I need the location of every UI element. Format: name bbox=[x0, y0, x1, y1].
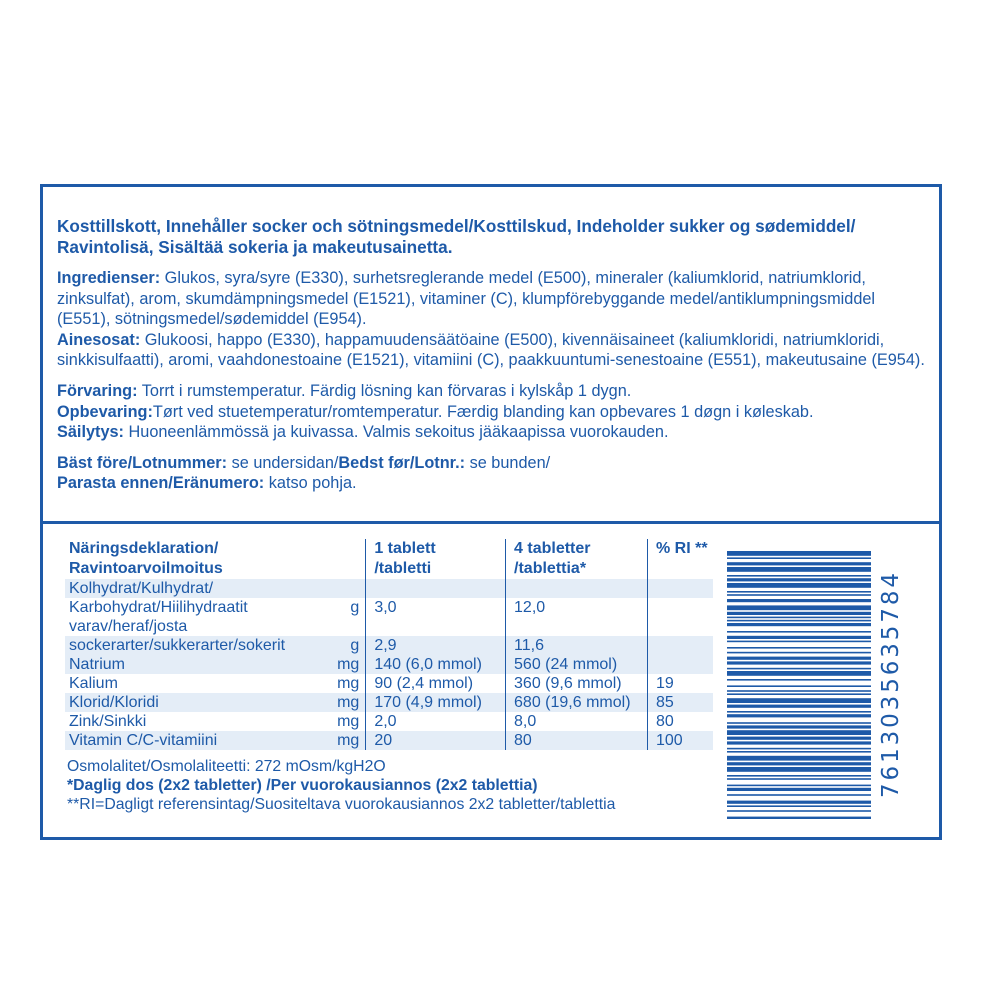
table-row bbox=[65, 636, 713, 655]
storage-sv-label: Förvaring: bbox=[57, 381, 138, 400]
barcode-bar bbox=[727, 594, 871, 596]
barcode-bar bbox=[727, 562, 871, 565]
nutrition-title-fi: Ravintoarvoilmoitus bbox=[69, 560, 223, 577]
nutrient-name: Kalium bbox=[69, 675, 118, 692]
barcode-bar bbox=[727, 620, 871, 622]
barcode-bar bbox=[727, 583, 871, 588]
col-one-tablet-header-fi: /tabletti bbox=[366, 559, 506, 579]
barcode-bar bbox=[727, 661, 871, 664]
nutrient-name: varav/heraf/josta bbox=[69, 618, 188, 635]
barcode-bar bbox=[727, 599, 871, 602]
ingredients-fi-text: Glukoosi, happo (E330), happamuudensäätöaine (E500), kivennäisaineet (kaliumkloridi, natriumkloridi, sinkkisulfaatti), aromi, vaahdonestoaine (E1521), vitamiini (C), paakkuuntumi-senestoaine (E551), makeutusaine (E954). bbox=[57, 330, 925, 370]
lot-text-2: se bunden/ bbox=[465, 453, 551, 472]
barcode-bar bbox=[727, 690, 871, 692]
ingredients-fi-label: Ainesosat: bbox=[57, 330, 141, 349]
barcode-bar bbox=[727, 810, 871, 812]
lot-label-2: Bedst før/Lotnr.: bbox=[338, 453, 466, 472]
nutrient-unit: mg bbox=[315, 693, 365, 712]
table-row bbox=[65, 712, 713, 731]
nutrition-footnotes bbox=[67, 757, 615, 814]
value-four-tablets: 11,6 bbox=[506, 636, 648, 655]
barcode-bar bbox=[727, 801, 871, 804]
nutrition-table bbox=[65, 539, 713, 750]
table-row bbox=[65, 598, 713, 617]
value-ri bbox=[647, 598, 713, 617]
barcode-bar bbox=[727, 631, 871, 633]
value-ri: 80 bbox=[647, 712, 713, 731]
barcode-bar bbox=[727, 748, 871, 750]
lot-label-1: Bäst före/Lotnummer: bbox=[57, 453, 228, 472]
value-ri: 85 bbox=[647, 693, 713, 712]
barcode-bar bbox=[727, 805, 871, 807]
barcode-bar bbox=[727, 636, 871, 639]
barcode-bar bbox=[727, 652, 871, 654]
product-headline bbox=[57, 216, 925, 258]
value-one-tablet bbox=[366, 617, 506, 636]
ri-footnote: **RI=Dagligt referensintag/Suositeltava vuorokausiannos 2x2 tabletter/tablettia bbox=[67, 796, 616, 813]
barcode-bar bbox=[727, 725, 871, 728]
barcode-bar bbox=[727, 612, 871, 615]
ingredients-panel bbox=[43, 187, 939, 524]
storage-swedish bbox=[57, 381, 925, 402]
barcode-bar bbox=[727, 567, 871, 572]
barcode-bar bbox=[727, 668, 871, 670]
nutrient-unit: mg bbox=[315, 731, 365, 750]
barcode-bar bbox=[727, 641, 871, 643]
value-four-tablets: 80 bbox=[506, 731, 648, 750]
nutrient-name: Natrium bbox=[65, 655, 315, 674]
barcode-bar bbox=[727, 551, 871, 556]
nutrient-unit bbox=[315, 617, 365, 636]
value-one-tablet: 90 (2,4 mmol) bbox=[366, 674, 506, 693]
value-ri bbox=[647, 579, 713, 598]
barcode-bar bbox=[727, 741, 871, 744]
nutrient-unit bbox=[315, 579, 365, 598]
col-one-tablet-header: 1 tablett bbox=[366, 539, 506, 559]
col-ri-header: % RI ** bbox=[647, 539, 713, 559]
value-one-tablet: 3,0 bbox=[366, 598, 506, 617]
ingredients-swedish bbox=[57, 268, 925, 330]
storage-fi-text: Huoneenlämmössä ja kuivassa. Valmis sekoitus jääkaapissa vuorokauden. bbox=[123, 423, 669, 442]
value-four-tablets: 560 (24 mmol) bbox=[506, 655, 648, 674]
table-row bbox=[65, 617, 713, 636]
nutrient-name: Klorid/Kloridi bbox=[65, 693, 315, 712]
barcode-bar bbox=[727, 647, 871, 649]
col-four-tablets-header: 4 tabletter bbox=[506, 539, 648, 559]
lot-text-1: se undersidan/ bbox=[227, 453, 339, 472]
value-four-tablets: 360 (9,6 mmol) bbox=[506, 674, 648, 693]
barcode-bar bbox=[727, 685, 871, 687]
barcode-bar bbox=[727, 575, 871, 577]
barcode-bar bbox=[727, 671, 871, 676]
barcode-bar bbox=[727, 705, 871, 708]
barcode-bar bbox=[727, 617, 871, 619]
barcode-bar bbox=[727, 714, 871, 717]
value-ri bbox=[647, 617, 713, 636]
storage-finnish bbox=[57, 422, 925, 443]
value-four-tablets bbox=[506, 579, 648, 598]
barcode-bar bbox=[727, 578, 871, 581]
barcode-bar bbox=[727, 767, 871, 772]
value-ri bbox=[647, 636, 713, 655]
nutrient-unit: g bbox=[350, 599, 360, 616]
barcode-bar bbox=[727, 817, 871, 819]
nutrient-unit: mg bbox=[337, 675, 360, 692]
osmolality-note: Osmolalitet/Osmolaliteetti: 272 mOsm/kgH2O bbox=[67, 758, 386, 775]
barcode-bar bbox=[727, 778, 871, 780]
barcode-bar bbox=[727, 693, 871, 695]
barcode-bar bbox=[727, 785, 871, 787]
barcode-bars bbox=[725, 549, 875, 819]
table-row bbox=[65, 655, 713, 674]
lot-info-line-2 bbox=[57, 473, 925, 494]
barcode-bar bbox=[727, 679, 871, 681]
nutrition-header-row-2 bbox=[65, 559, 713, 579]
nutrient-name: Vitamin C/C-vitamiini bbox=[65, 731, 315, 750]
barcode-bar bbox=[727, 698, 871, 703]
value-one-tablet: 20 bbox=[366, 731, 506, 750]
col-four-tablets-header-fi: /tablettia* bbox=[506, 559, 648, 579]
ingredients-sv-text: Glukos, syra/syre (E330), surhetsreglerande medel (E500), mineraler (kaliumklorid, natriumklorid, zinksulfat), arom, skumdämpningsmedel (E1521), vitaminer (C), klumpförebyggande medel/antiklumpningsmiddel (E551), sötningsmedel/sødemiddel (E954). bbox=[57, 269, 876, 329]
nutrient-unit: g bbox=[315, 636, 365, 655]
barcode-bar bbox=[727, 737, 871, 740]
barcode-digits: 7613035635784 bbox=[878, 570, 904, 798]
barcode-bar bbox=[727, 711, 871, 713]
barcode-bar bbox=[727, 557, 871, 559]
nutrient-unit: mg bbox=[315, 655, 365, 674]
lot-info-line-1 bbox=[57, 453, 925, 474]
lot-text-3: katso pohja. bbox=[264, 474, 357, 493]
barcode-bar bbox=[727, 794, 871, 796]
barcode-bar bbox=[727, 623, 871, 626]
product-label bbox=[40, 184, 942, 840]
value-one-tablet bbox=[366, 579, 506, 598]
daily-dose-note: *Daglig dos (2x2 tabletter) /Per vuorokausiannos (2x2 tablettia) bbox=[67, 777, 538, 794]
storage-danish bbox=[57, 402, 925, 423]
barcode-bar bbox=[727, 657, 871, 660]
storage-da-label: Opbevaring: bbox=[57, 402, 153, 421]
value-ri bbox=[647, 655, 713, 674]
value-ri: 19 bbox=[647, 674, 713, 693]
headline-line-1: Kosttillskott, Innehåller socker och sötningsmedel/Kosttilskud, Indeholder sukker og sødemiddel/ bbox=[57, 216, 856, 236]
value-four-tablets: 8,0 bbox=[506, 712, 648, 731]
nutrition-header-row-1 bbox=[65, 539, 713, 559]
barcode-bar bbox=[727, 756, 871, 761]
storage-fi-label: Säilytys: bbox=[57, 423, 124, 442]
ingredients-sv-label: Ingredienser: bbox=[57, 269, 161, 287]
value-one-tablet: 2,0 bbox=[366, 712, 506, 731]
nutrient-name: Karbohydrat/Hiilihydraatit bbox=[69, 599, 248, 616]
value-four-tablets: 680 (19,6 mmol) bbox=[506, 693, 648, 712]
barcode-bar bbox=[727, 722, 871, 724]
storage-da-text: Tørt ved stuetemperatur/romtemperatur. Færdig blanding kan opbevares 1 døgn i køleskab. bbox=[152, 402, 814, 421]
value-four-tablets: 12,0 bbox=[506, 598, 648, 617]
barcode-bar bbox=[727, 788, 871, 791]
barcode-bar bbox=[727, 730, 871, 735]
table-row bbox=[65, 579, 713, 598]
nutrient-name: sockerarter/sukkerarter/sokerit bbox=[65, 636, 315, 655]
headline-line-2: Ravintolisä, Sisältää sokeria ja makeutusainetta. bbox=[57, 237, 453, 257]
value-ri: 100 bbox=[647, 731, 713, 750]
nutrition-title: Näringsdeklaration/ bbox=[69, 540, 219, 557]
value-four-tablets bbox=[506, 617, 648, 636]
lot-label-3: Parasta ennen/Eränumero: bbox=[57, 474, 265, 493]
nutrient-name: Kolhydrat/Kulhydrat/ bbox=[65, 579, 315, 598]
storage-sv-text: Torrt i rumstemperatur. Färdig lösning kan förvaras i kylskåp 1 dygn. bbox=[137, 381, 632, 400]
table-row bbox=[65, 731, 713, 750]
table-row bbox=[65, 693, 713, 712]
value-one-tablet: 140 (6,0 mmol) bbox=[366, 655, 506, 674]
barcode-bar bbox=[727, 775, 871, 777]
barcode-bar bbox=[727, 591, 871, 593]
nutrient-unit: mg bbox=[337, 713, 360, 730]
barcode-bar bbox=[727, 762, 871, 765]
ingredients-finnish bbox=[57, 330, 925, 371]
table-row bbox=[65, 674, 713, 693]
nutrient-name: Zink/Sinkki bbox=[69, 713, 147, 730]
value-one-tablet: 2,9 bbox=[366, 636, 506, 655]
barcode-bar bbox=[727, 751, 871, 753]
barcode bbox=[725, 549, 904, 819]
value-one-tablet: 170 (4,9 mmol) bbox=[366, 693, 506, 712]
barcode-bar bbox=[727, 605, 871, 610]
